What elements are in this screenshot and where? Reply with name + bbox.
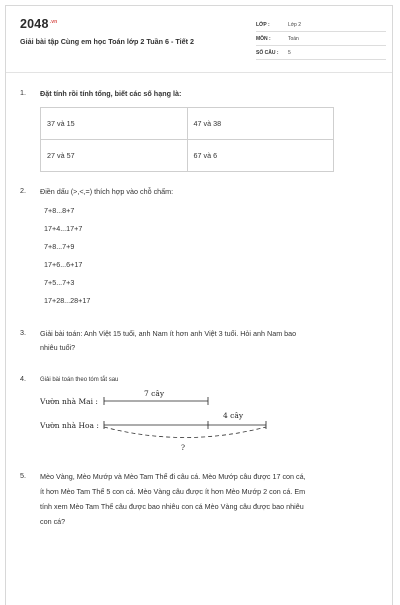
comparison-item: 17+6...6+17 <box>44 260 83 269</box>
comparison-item: 7+5...7+3 <box>44 278 75 287</box>
meta-value: 5 <box>288 50 291 56</box>
question-number: 1. <box>20 88 26 97</box>
worksheet-header <box>6 6 394 68</box>
comparison-item: 17+4...17+7 <box>44 224 83 233</box>
meta-row-class <box>256 20 386 32</box>
comparison-item: 7+8...7+9 <box>44 242 75 251</box>
question-number: 4. <box>20 374 26 383</box>
meta-value: Toán <box>288 36 299 42</box>
label-top-value: 7 cây <box>144 390 165 398</box>
comparison-item: 7+8...8+7 <box>44 206 75 215</box>
header-divider <box>6 72 392 73</box>
summary-diagram <box>40 390 280 456</box>
total-brace <box>104 427 266 438</box>
question-text-line: nhiêu tuổi? <box>40 343 76 352</box>
meta-key: LỚP : <box>256 22 270 28</box>
worksheet-page <box>5 5 393 605</box>
table-cell: 67 và 6 <box>187 140 334 172</box>
question-number: 5. <box>20 471 26 480</box>
comparison-item: 17+28...28+17 <box>44 296 91 305</box>
meta-row-count <box>256 48 386 60</box>
logo-text: 2048 <box>20 17 49 31</box>
meta-key: MÔN : <box>256 36 271 42</box>
sum-table <box>40 107 334 172</box>
site-logo[interactable] <box>20 17 57 31</box>
question-text: Đặt tính rồi tính tổng, biết các số hạng là: <box>40 89 182 98</box>
question-text-line: tính xem Mèo Tam Thể câu được bao nhiêu con cá Mèo Vàng câu được bao nhiêu <box>40 502 304 511</box>
table-row <box>41 108 334 140</box>
label-hoa: Vườn nhà Hoa : <box>40 421 99 430</box>
table-cell: 37 và 15 <box>41 108 188 140</box>
question-text-line: ít hơn Mèo Tam Thể 5 con cá. Mèo Vàng câu được ít hơn Mèo Mướp 2 con cá. Em <box>40 487 306 496</box>
meta-value: Lớp 2 <box>288 22 302 28</box>
question-number: 3. <box>20 328 26 337</box>
question-text: Điền dấu (>,<,=) thích hợp vào chỗ chấm: <box>40 187 174 196</box>
meta-row-subject <box>256 34 386 46</box>
table-cell: 27 và 57 <box>41 140 188 172</box>
question-text: Giải bài toán theo tóm tắt sau <box>40 377 119 383</box>
label-question-mark: ? <box>181 443 186 452</box>
question-text-line: Mèo Vàng, Mèo Mướp và Mèo Tam Thể đi câu cá. Mèo Mướp câu được 17 con cá, <box>40 472 306 481</box>
meta-key: SỐ CÂU : <box>256 50 279 56</box>
logo-suffix: .vn <box>49 18 58 25</box>
question-text-line: con cá? <box>40 517 66 526</box>
worksheet-title: Giải bài tập Cùng em học Toán lớp 2 Tuần 6 - Tiết 2 <box>20 37 195 46</box>
question-text-line: Giải bài toán: Anh Việt 15 tuổi, anh Nam ít hơn anh Việt 3 tuổi. Hỏi anh Nam bao <box>40 329 297 338</box>
label-diff-value: 4 cây <box>223 411 244 420</box>
question-number: 2. <box>20 186 26 195</box>
table-cell: 47 và 38 <box>187 108 334 140</box>
label-mai: Vườn nhà Mai : <box>40 397 98 406</box>
table-row <box>41 140 334 172</box>
